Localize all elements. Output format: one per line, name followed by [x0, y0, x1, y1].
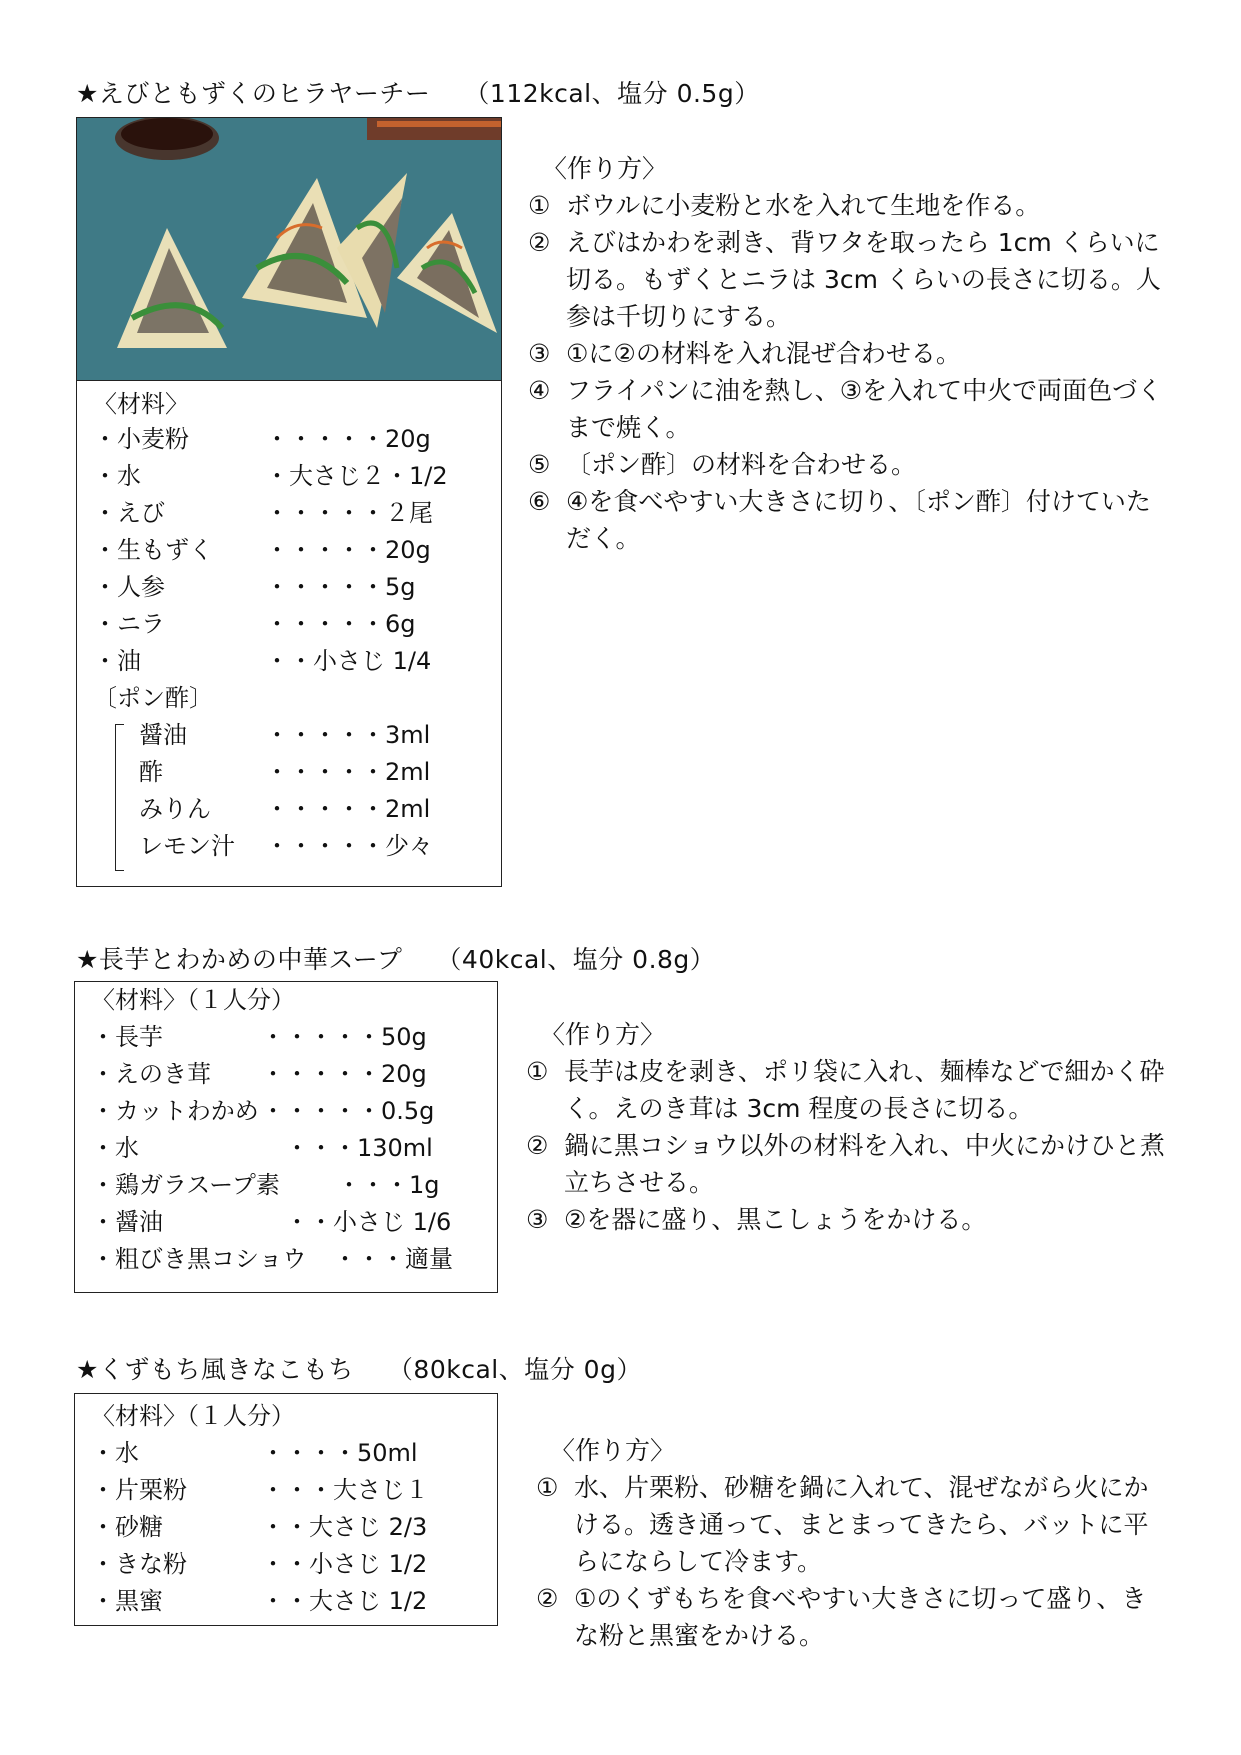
ingredient-name: ・カットわかめ: [91, 1097, 259, 1125]
ingredient-name: ・水: [91, 1134, 139, 1162]
recipe1-photo: [77, 118, 501, 381]
ingredient-row: [77, 606, 501, 643]
recipe1-ingredients-header: 〈材料〉: [93, 390, 189, 418]
ingredient-qty: ・・・・・5g: [265, 573, 416, 601]
ingredient-row: [75, 1093, 497, 1130]
ingredient-qty: ・・・大さじ１: [261, 1476, 429, 1504]
ingredient-qty: ・・・・50ml: [261, 1439, 418, 1467]
ingredient-qty: ・・小さじ 1/6: [285, 1208, 452, 1236]
ingredient-row: [75, 1583, 497, 1620]
sauce-row: [77, 717, 501, 754]
ingredient-name: ・砂糖: [91, 1513, 163, 1541]
ingredient-name: ・片栗粉: [91, 1476, 187, 1504]
recipe3-title: [76, 1354, 642, 1386]
ingredient-row: [75, 1056, 497, 1093]
ingredient-qty: ・・・・・50g: [261, 1023, 427, 1051]
method-step: [528, 446, 1168, 483]
ingredient-name: ・黒蜜: [91, 1587, 163, 1615]
recipe3-method: [536, 1432, 1166, 1654]
ingredient-name: ・生もずく: [93, 536, 213, 564]
step-text: フライパンに油を熱し、③を入れて中火で両面色づくまで焼く。: [566, 376, 1163, 442]
recipe3-method-header: 〈作り方〉: [550, 1436, 676, 1465]
recipe2-method-header: 〈作り方〉: [540, 1020, 666, 1049]
sauce-name: 酢: [139, 758, 163, 786]
recipe2-ingredients-header: 〈材料〉（１人分）: [91, 986, 295, 1014]
ingredient-row: [77, 569, 501, 606]
ingredient-row: [77, 421, 501, 458]
recipe2-nutrition: （40kcal、塩分 0.8g）: [436, 945, 716, 974]
recipe3-ingredients-header: 〈材料〉（１人分）: [91, 1402, 295, 1430]
ingredient-name: ・水: [93, 462, 141, 490]
ingredient-row: [75, 1546, 497, 1583]
method-step: [536, 1469, 1166, 1580]
step-text: 水、片栗粉、砂糖を鍋に入れて、混ぜながら火にかける。透き通って、まとまってきたら、バットに平らにならして冷ます。: [574, 1473, 1149, 1576]
method-step: [526, 1127, 1166, 1201]
method-step: [536, 1580, 1166, 1654]
sauce-qty: ・・・・・2ml: [265, 758, 431, 786]
ingredient-row: [75, 1130, 497, 1167]
step-text: ①に②の材料を入れ混ぜ合わせる。: [566, 339, 961, 368]
ingredient-qty: ・・・・・0.5g: [261, 1097, 435, 1125]
hirayachi-photo-image: [77, 118, 501, 380]
ingredient-row: [75, 1167, 497, 1204]
sauce-qty: ・・・・・2ml: [265, 795, 431, 823]
ingredient-row: [75, 1241, 497, 1278]
method-step: [528, 483, 1168, 557]
step-number: ①: [526, 1057, 549, 1086]
step-number: ⑥: [528, 487, 551, 516]
method-step: [528, 224, 1168, 335]
ingredient-qty: ・・大さじ 1/2: [261, 1587, 428, 1615]
ingredient-qty: ・・・1g: [337, 1171, 440, 1199]
ingredient-row: [75, 1019, 497, 1056]
step-number: ⑤: [528, 450, 551, 479]
ingredient-row: [77, 458, 501, 495]
ingredient-row: [75, 1435, 497, 1472]
sauce-name: レモン汁: [139, 832, 235, 860]
ingredient-qty: ・・・・・20g: [265, 536, 431, 564]
ingredient-qty: ・・小さじ 1/4: [265, 647, 432, 675]
sauce-qty: ・・・・・3ml: [265, 721, 431, 749]
step-number: ③: [526, 1205, 549, 1234]
ingredient-name: ・人参: [93, 573, 165, 601]
step-number: ①: [528, 191, 551, 220]
method-step: [526, 1053, 1166, 1127]
recipe1-title: [76, 78, 760, 110]
recipe3-name: ★くずもち風きなこもち: [76, 1355, 354, 1384]
ingredient-row: [75, 1204, 497, 1241]
ingredient-row: [77, 532, 501, 569]
step-number: ④: [528, 376, 551, 405]
ingredient-qty: ・・・・・２尾: [265, 499, 433, 527]
ingredient-name: ・えび: [93, 499, 165, 527]
ingredient-qty: ・・小さじ 1/2: [261, 1550, 428, 1578]
sauce-name: みりん: [139, 795, 211, 823]
recipe1-nutrition: （112kcal、塩分 0.5g）: [464, 79, 760, 108]
ingredient-name: ・粗びき黒コショウ: [91, 1245, 307, 1273]
ingredient-qty: ・・・・・20g: [261, 1060, 427, 1088]
ingredient-name: ・醤油: [91, 1208, 163, 1236]
step-text: 〔ポン酢〕の材料を合わせる。: [566, 450, 917, 479]
ingredient-row: [77, 643, 501, 680]
ingredient-name: ・ニラ: [93, 610, 165, 638]
recipe2-title: [76, 944, 715, 976]
ingredient-qty: ・・・・・20g: [265, 425, 431, 453]
recipe1-ingredients-box: [76, 117, 502, 887]
method-step: [528, 187, 1168, 224]
ingredient-qty: ・・大さじ 2/3: [261, 1513, 428, 1541]
sauce-row: [77, 828, 501, 865]
ingredient-name: ・油: [93, 647, 141, 675]
ingredient-row: [77, 495, 501, 532]
step-number: ②: [528, 228, 551, 257]
step-number: ①: [536, 1473, 559, 1502]
step-text: ④を食べやすい大きさに切り、〔ポン酢〕付けていただく。: [566, 487, 1151, 553]
recipe1-method: [528, 150, 1168, 557]
ingredient-name: ・水: [91, 1439, 139, 1467]
recipe1-method-header: 〈作り方〉: [542, 154, 668, 183]
sauce-header: 〔ポン酢〕: [93, 684, 213, 712]
sauce-qty: ・・・・・少々: [265, 832, 433, 860]
ingredient-name: ・鶏ガラスープ素: [91, 1171, 280, 1199]
step-number: ②: [536, 1584, 559, 1613]
step-text: ②を器に盛り、黒こしょうをかける。: [564, 1205, 987, 1234]
recipe2-ingredients-box: [74, 981, 498, 1293]
recipe2-name: ★長芋とわかめの中華スープ: [76, 945, 403, 974]
method-step: [528, 372, 1168, 446]
step-text: 長芋は皮を剥き、ポリ袋に入れ、麺棒などで細かく砕く。えのき茸は 3cm 程度の長さに切る。: [564, 1057, 1165, 1123]
recipe3-ingredients-box: [74, 1393, 498, 1626]
ingredient-row: [75, 1509, 497, 1546]
ingredient-name: ・長芋: [91, 1023, 163, 1051]
step-text: ①のくずもちを食べやすい大きさに切って盛り、きな粉と黒蜜をかける。: [574, 1584, 1147, 1650]
ingredient-row: [75, 1472, 497, 1509]
recipe2-method: [526, 1016, 1166, 1238]
sauce-row: [77, 791, 501, 828]
ingredient-qty: ・・・・・6g: [265, 610, 416, 638]
ingredient-name: ・小麦粉: [93, 425, 189, 453]
sauce-name: 醤油: [139, 721, 187, 749]
step-number: ②: [526, 1131, 549, 1160]
ingredient-qty: ・・・130ml: [285, 1134, 433, 1162]
step-text: 鍋に黒コショウ以外の材料を入れ、中火にかけひと煮立ちさせる。: [564, 1131, 1166, 1197]
ingredient-qty: ・・・適量: [333, 1245, 453, 1273]
step-text: えびはかわを剥き、背ワタを取ったら 1cm くらいに切る。もずくとニラは 3cm くらいの長さに切る。人参は千切りにする。: [566, 228, 1161, 331]
recipe3-nutrition: （80kcal、塩分 0g）: [387, 1355, 642, 1384]
sauce-row: [77, 754, 501, 791]
ingredient-name: ・えのき茸: [91, 1060, 211, 1088]
method-step: [528, 335, 1168, 372]
ingredient-name: ・きな粉: [91, 1550, 187, 1578]
recipe1-name: ★えびともずくのヒラヤーチー: [76, 79, 431, 108]
ingredient-qty: ・大さじ２・1/2: [265, 462, 448, 490]
method-step: [526, 1201, 1166, 1238]
step-text: ボウルに小麦粉と水を入れて生地を作る。: [566, 191, 1041, 220]
step-number: ③: [528, 339, 551, 368]
